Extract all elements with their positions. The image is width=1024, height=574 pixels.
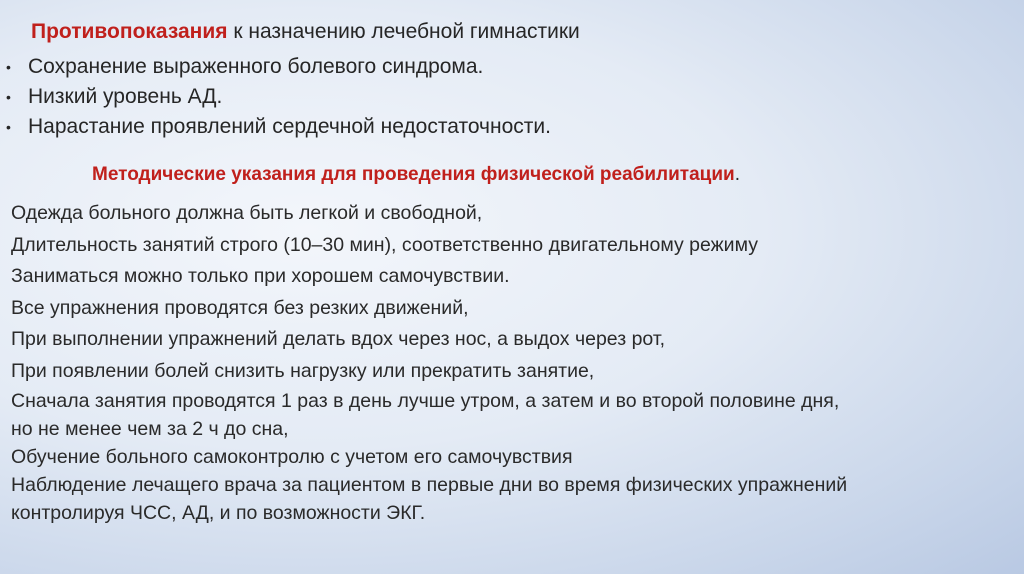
- guideline-line: Одежда больного должна быть легкой и свободной,: [11, 202, 483, 224]
- bullet-icon: •: [6, 89, 11, 105]
- guidelines-heading: [92, 163, 740, 187]
- contraindications-title-rest: к назначению лечебной гимнастики: [227, 20, 580, 43]
- guidelines-title-tail: .: [734, 164, 740, 185]
- contraindications-title-bold: Противопоказания: [31, 20, 228, 43]
- guideline-line: При выполнении упражнений делать вдох через нос, а выдох через рот,: [11, 328, 666, 350]
- contraindications-list: [6, 52, 551, 142]
- bullet-icon: •: [6, 119, 11, 135]
- guideline-line: Все упражнения проводятся без резких движений,: [11, 296, 469, 319]
- guideline-line: При появлении болей снизить нагрузку или прекратить занятие,: [11, 359, 595, 382]
- list-item-text: Низкий уровень АД.: [28, 85, 223, 108]
- list-item: [6, 82, 551, 112]
- guideline-line: Наблюдение лечащего врача за пациентом в первые дни во время физических упражнений: [11, 474, 848, 496]
- guideline-line: контролируя ЧСС, АД, и по возможности ЭКГ.: [11, 502, 426, 524]
- guideline-line: Длительность занятий строго (10–30 мин), соответственно двигательному режиму: [11, 233, 758, 256]
- bullet-icon: •: [6, 59, 11, 75]
- list-item-text: Нарастание проявлений сердечной недостаточности.: [28, 115, 551, 138]
- contraindications-heading: [31, 20, 580, 44]
- list-item-text: Сохранение выраженного болевого синдрома.: [28, 55, 484, 78]
- list-item: [6, 112, 551, 142]
- list-item: [6, 52, 551, 82]
- guideline-line: Обучение больного самоконтролю с учетом его самочувствия: [11, 446, 573, 468]
- guideline-line: Заниматься можно только при хорошем самочувствии.: [11, 265, 510, 287]
- guidelines-title: Методические указания для проведения физической реабилитации: [92, 164, 735, 185]
- guidelines-list: [11, 198, 847, 527]
- guideline-line: Сначала занятия проводятся 1 раз в день лучше утром, а затем и во второй половине дня,: [11, 390, 840, 412]
- guideline-line: но не менее чем за 2 ч до сна,: [11, 418, 289, 440]
